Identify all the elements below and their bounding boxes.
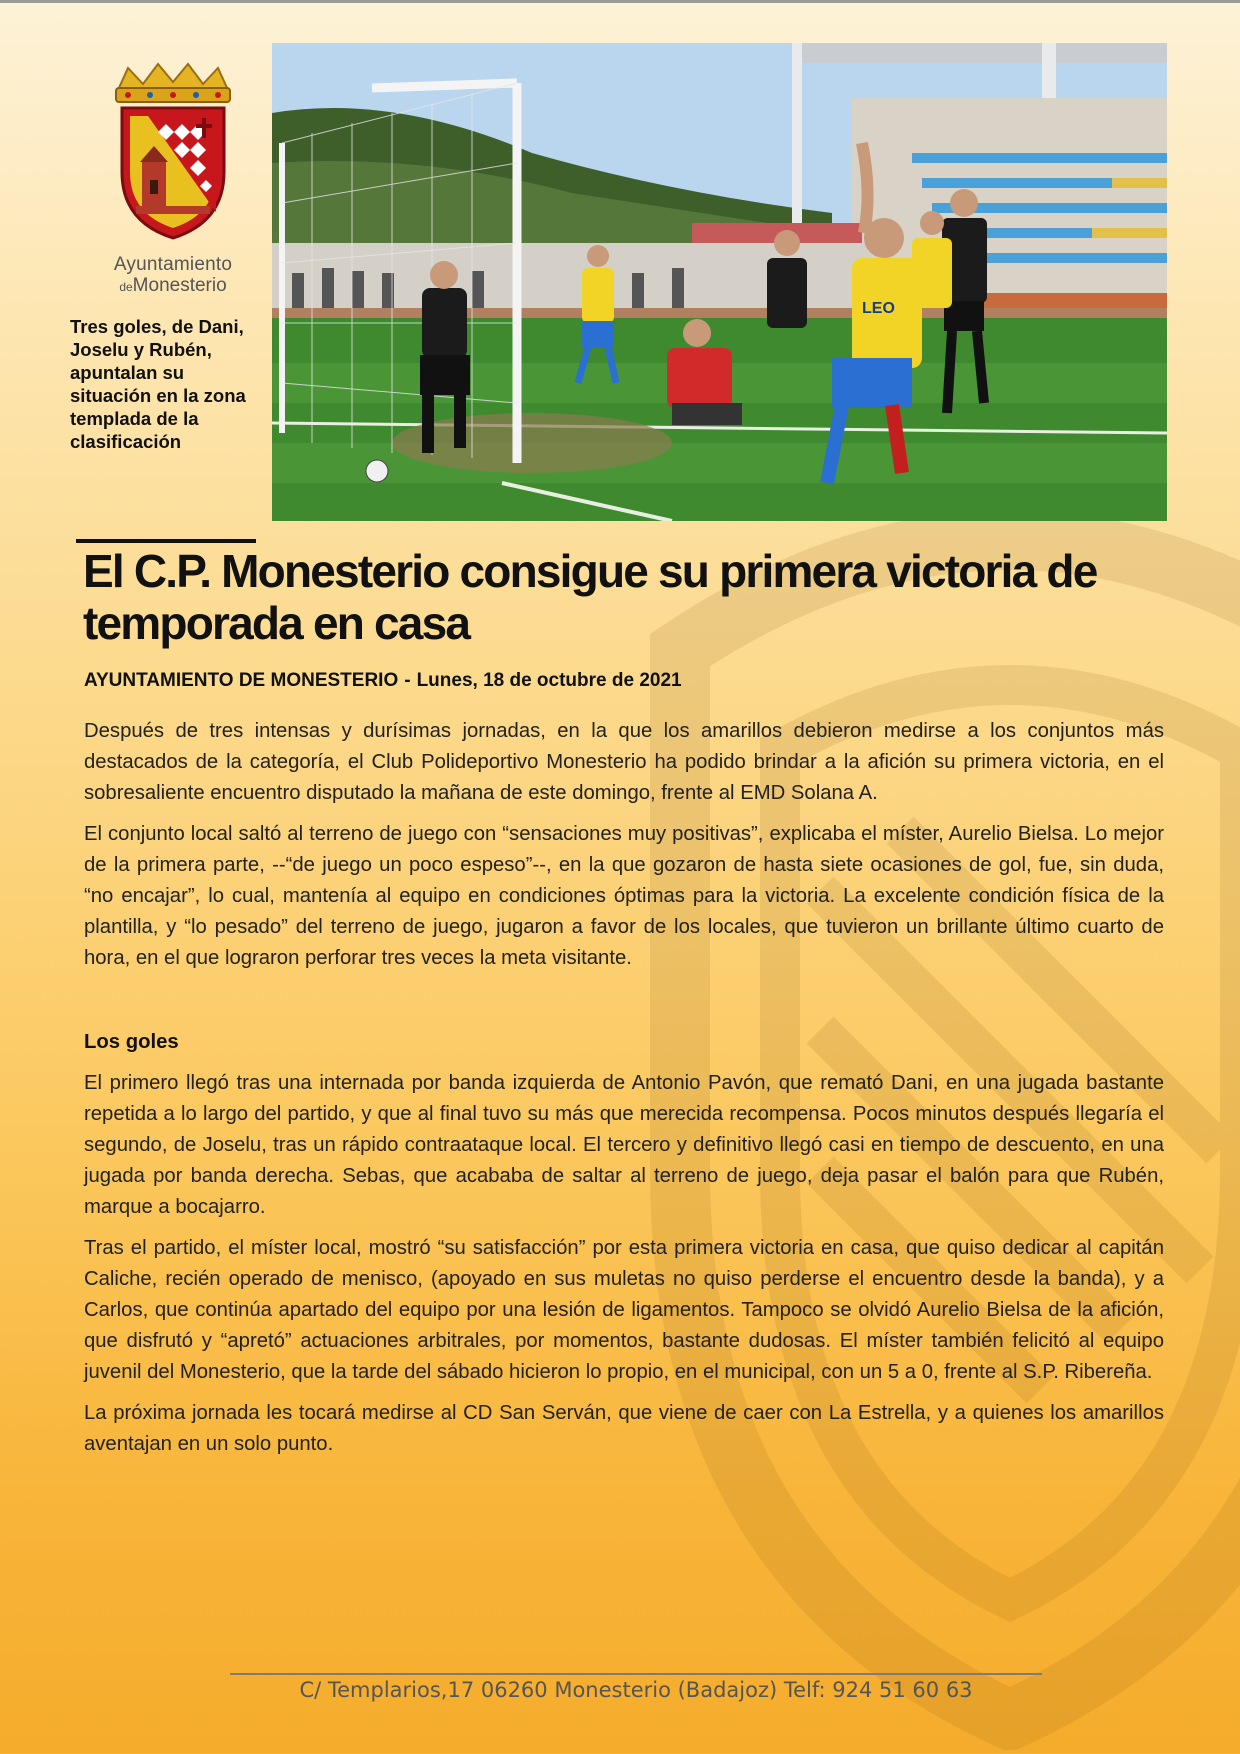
byline-separator: - xyxy=(404,670,411,691)
article-paragraph-3: El primero llegó tras una internada por banda izquierda de Antonio Pavón, que remató Dani, en una jugada bastante repetida a lo largo del partido, y que al final tuvo su más que merecida recompensa. Pocos minutos después llegaría el segundo, de Joselu, tras un rápido contraataque local. El tercero y definitivo llegó casi en tiempo de descuento, en una jugada por banda derecha. Sebas, que acababa de saltar al terreno de juego, deja pasar el balón para que Rubén, marque a bocajarro. xyxy=(84,1072,1164,1218)
article-paragraph-1: Después de tres intensas y durísimas jornadas, en la que los amarillos debieron medirse a los conjuntos más destacados de la categoría, el Club Polideportivo Monesterio ha podido brindar a la afición su primera victoria, en el sobresaliente encuentro disputado la mañana de este domingo, frente al EMD Solana A. xyxy=(84,720,1164,804)
article-paragraph-5: La próxima jornada les tocará medirse al CD San Serván, que viene de caer con La Estrella, y a quienes los amarillos aventajan en un solo punto. xyxy=(84,1402,1164,1455)
logo-title-line1: Ayuntamiento xyxy=(113,254,233,275)
title-rule xyxy=(76,539,256,543)
photo-caption: Tres goles, de Dani, Joselu y Rubén, apuntalan su situación en la zona templada de la clasificación xyxy=(70,316,246,452)
municipal-logo xyxy=(98,62,248,302)
logo-title-prefix: de xyxy=(119,280,133,294)
logo-title-name: Monesterio xyxy=(132,275,227,296)
coat-of-arms-icon xyxy=(98,62,248,252)
jersey-sponsor-text: LEO xyxy=(862,300,895,317)
logo-title-line2 xyxy=(98,275,248,297)
byline-source: AYUNTAMIENTO DE MONESTERIO xyxy=(84,670,399,691)
footer-address: C/ Templarios,17 06260 Monesterio (Badajoz) Telf: 924 51 60 63 xyxy=(299,1678,973,1702)
article-headline: El C.P. Monesterio consigue su primera victoria de temporada en casa xyxy=(83,545,1097,649)
article-paragraph-2: El conjunto local saltó al terreno de juego con “sensaciones muy positivas”, explicaba el míster, Aurelio Bielsa. Lo mejor de la primera parte, --“de juego un poco espeso”--, en la que gozaron de hasta siete ocasiones de gol, fue, sin duda, “no encajar”, lo cual, mantenía al equipo en condiciones óptimas para la victoria. La excelente condición física de la plantilla, y “lo pesado” del terreno de juego, jugaron a favor de los locales, que tuvieron un brillante último cuarto de hora, en el que lograron perforar tres veces la meta visitante. xyxy=(84,823,1164,969)
footer-rule xyxy=(230,1673,1042,1675)
article-byline xyxy=(84,670,1164,692)
match-photo xyxy=(272,43,1167,521)
article-paragraph-4: Tras el partido, el míster local, mostró “su satisfacción” por esta primera victoria en casa, que quiso dedicar al capitán Caliche, recién operado de menisco, (apoyado en sus muletas no quiso perderse el encuentro desde la banda), y a Carlos, que continúa apartado del equipo por una lesión de ligamentos. Tampoco se olvidó Aurelio Bielsa de la afición, que disfrutó y “apretó” actuaciones arbitrales, por momentos, bastante dudosas. El míster también felicitó al equipo juvenil del Monesterio, que la tarde del sábado hicieron lo propio, en el municipal, con un 5 a 0, frente al S.P. Ribereña. xyxy=(84,1237,1164,1383)
page-top-border xyxy=(0,0,1240,3)
article-body xyxy=(84,716,1164,1470)
article-subheading: Los goles xyxy=(84,1031,179,1053)
byline-date: Lunes, 18 de octubre de 2021 xyxy=(416,670,682,691)
